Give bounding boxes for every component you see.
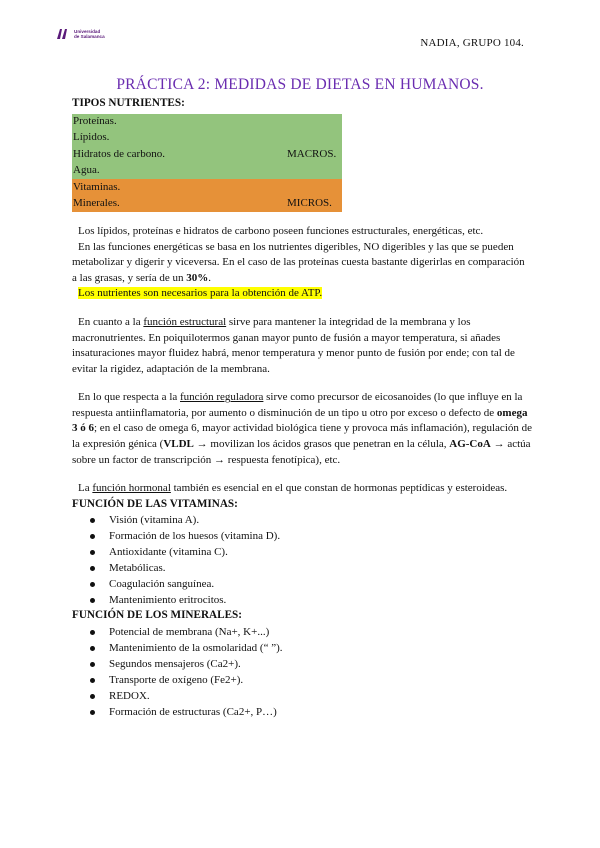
bold-term: omega 3 ó 6 [72, 406, 528, 435]
list-item-text: Mantenimiento eritrocitos. [109, 594, 227, 607]
bullet-icon [90, 566, 95, 571]
minerals-heading: FUNCIÓN DE LOS MINERALES: [72, 609, 243, 622]
list-item-text: REDOX. [109, 690, 150, 703]
paragraph-text: también es esencial en el que constan de hormonas peptídicas y esteroideas. [170, 482, 508, 495]
highlighted-text: Los nutrientes son necesarios para la obtención de ATP. [78, 287, 323, 300]
list-item-text: Visión (vitamina A). [109, 514, 200, 527]
paragraph-text: . [208, 271, 211, 284]
nutrient-row [72, 114, 342, 130]
nutrient-tag: MICROS. [287, 196, 332, 209]
list-item [72, 592, 532, 608]
list-item [72, 656, 532, 672]
list-item-text: Potencial de membrana (Na+, K+...) [109, 626, 270, 639]
paragraph-text: → movilizan los ácidos grasos que penetran en la célula, [193, 438, 450, 451]
list-item [72, 576, 532, 592]
page-title: PRÁCTICA 2: MEDIDAS DE DIETAS EN HUMANOS. [116, 76, 484, 93]
list-item [72, 624, 532, 640]
list-item [72, 672, 532, 688]
list-item [72, 528, 532, 544]
list-item-text: Formación de los huesos (vitamina D). [109, 530, 281, 543]
paragraph-text: En lo que respecta a la [78, 391, 181, 404]
underlined-term: función reguladora [180, 391, 264, 404]
paragraph-text: sirve para mantener la integridad de la membrana y los macronutrientes. En poiquilotermos ganan mayor punto de fusión a mayor temperatura, si añades insaturaciones mayor fluidez habrá, menor temperatura y menor punto de fusión por ende; con tal de evitar la rigidez, adaptación de la membrana. [72, 315, 515, 375]
nutrient-name: Vitaminas. [73, 180, 121, 193]
list-item-text: Formación de estructuras (Ca2+, P…) [109, 706, 277, 719]
bullet-icon [90, 662, 95, 667]
logo-text [74, 29, 105, 39]
university-logo-icon [56, 28, 70, 40]
bullet-icon [90, 582, 95, 587]
paragraph-text: sirve como precursor de eicosanoides (lo que influye en la respuesta antiinflamatoria, por aumento o disminución de un tipo u otro por exceso o defecto de [72, 391, 523, 419]
list-item [72, 512, 532, 528]
paragraph-energy [72, 224, 532, 302]
paragraph-line [72, 240, 532, 287]
list-item [72, 688, 532, 704]
nutrient-row [72, 163, 342, 179]
list-item-text: Metabólicas. [109, 562, 166, 575]
nutrient-name: Hidratos de carbono. [73, 147, 165, 160]
university-logo [56, 28, 105, 40]
nutrient-name: Proteínas. [73, 114, 117, 127]
bullet-icon [90, 630, 95, 635]
nutrients-table [72, 114, 342, 212]
bullet-icon [90, 550, 95, 555]
paragraph-text: ; en el caso de omega 6, mayor actividad biológica tiene y provoca más inflamación), regulación de la expresión génica ( [72, 422, 533, 451]
nutrient-tag: MACROS. [287, 147, 337, 160]
nutrient-row [72, 196, 342, 212]
list-item [72, 640, 532, 656]
paragraph-text: En las funciones energéticas se basa en los nutrientes digeribles, NO digeribles y las que se pueden metabolizar y digerir y viceversa. En el caso de las proteínas cuesta bastante digerirlas en comparación a las grasas, y sería de un [72, 240, 525, 284]
list-item-text: Antioxidante (vitamina C). [109, 546, 228, 559]
paragraph-text: La [78, 482, 93, 495]
bullet-icon [90, 646, 95, 651]
nutrients-heading: TIPOS NUTRIENTES: [72, 97, 185, 109]
document-body [72, 96, 532, 720]
underlined-term: función estructural [143, 315, 227, 328]
logo-text-line-1: Universidad [74, 29, 101, 34]
list-item-text: Coagulación sanguínea. [109, 578, 215, 591]
vitamins-heading: FUNCIÓN DE LAS VITAMINAS: [72, 497, 238, 510]
minerals-list [72, 624, 532, 720]
nutrient-name: Agua. [73, 164, 100, 177]
bullet-icon [90, 678, 95, 683]
paragraph-hormonal [72, 481, 532, 497]
paragraph-line [72, 286, 532, 302]
bullet-icon [90, 534, 95, 539]
list-item-text: Segundos mensajeros (Ca2+). [109, 658, 241, 671]
paragraph-text: En cuanto a la [78, 315, 144, 328]
vitamins-list [72, 512, 532, 608]
bullet-icon [90, 598, 95, 603]
bold-term: VLDL [163, 438, 194, 451]
paragraph-text: → actúa sobre un factor de transcripción → respuesta fenotípica), etc. [72, 438, 531, 466]
logo-text-line-2: de Salamanca [74, 34, 105, 39]
list-item-text: Mantenimiento de la osmolaridad (“ ”). [109, 642, 283, 655]
underlined-term: función hormonal [92, 482, 171, 495]
paragraph-line: Los lípidos, proteínas e hidratos de carbono poseen funciones estructurales, energéticas, etc. [78, 224, 484, 237]
nutrient-row [72, 179, 342, 195]
bold-term: AG-CoA [449, 438, 491, 451]
nutrient-name: Minerales. [73, 196, 120, 209]
list-item [72, 704, 532, 720]
author-header: NADIA, GRUPO 104. [420, 37, 524, 49]
nutrient-row [72, 130, 342, 146]
bullet-icon [90, 518, 95, 523]
paragraph-regulatory [72, 390, 532, 468]
paragraph-structural [72, 315, 532, 377]
nutrient-row [72, 146, 342, 162]
nutrient-name: Lípidos. [73, 131, 110, 144]
bold-percentage: 30% [186, 271, 209, 284]
bullet-icon [90, 710, 95, 715]
list-item-text: Transporte de oxígeno (Fe2+). [109, 674, 244, 687]
bullet-icon [90, 694, 95, 699]
list-item [72, 560, 532, 576]
list-item [72, 544, 532, 560]
